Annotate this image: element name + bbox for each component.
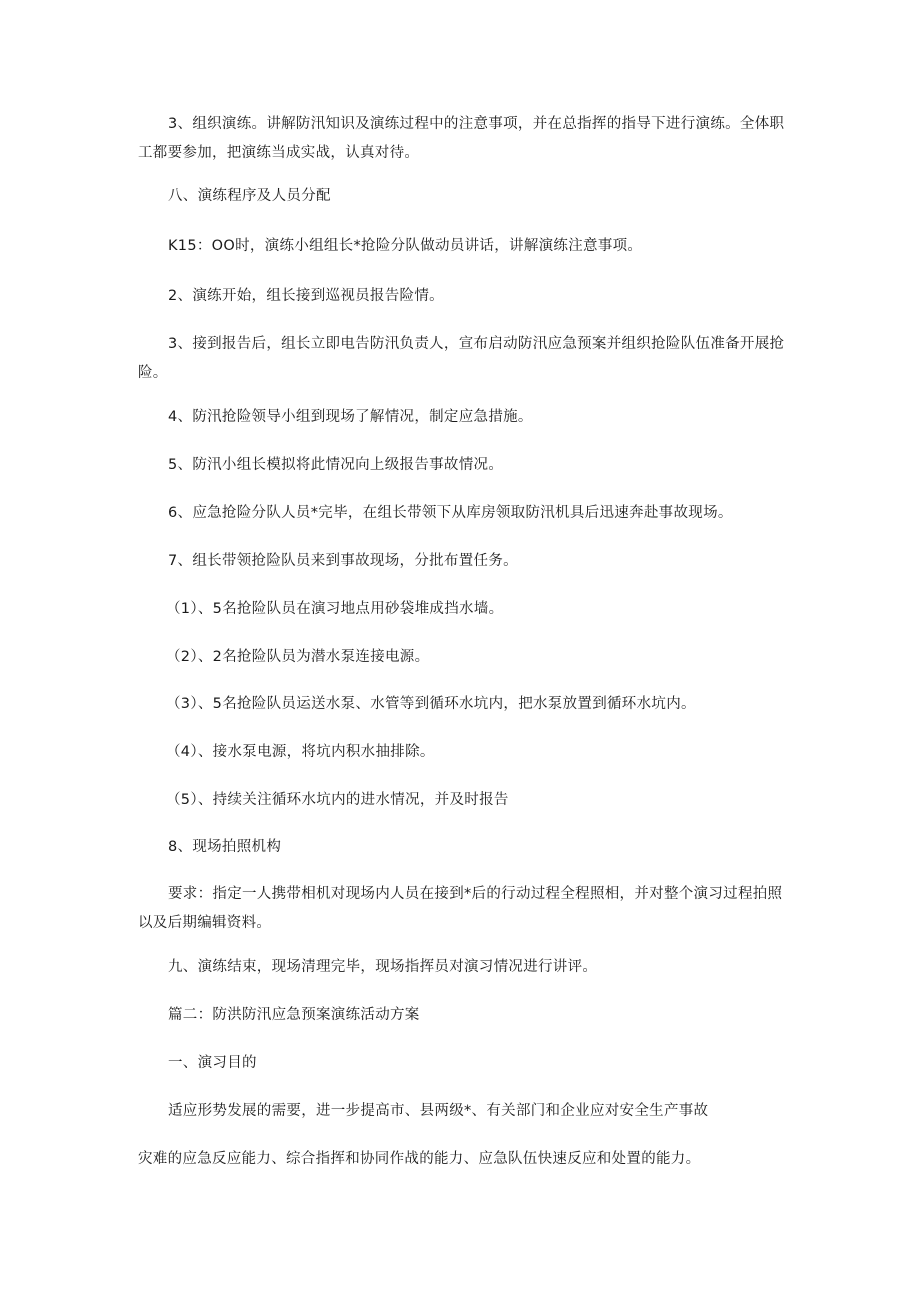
paragraph-sub-3: （3）、5名抢险队员运送水泵、水管等到循环水坑内，把水泵放置到循环水坑内。: [166, 696, 696, 712]
paragraph-sub-1: （1）、5名抢险队员在演习地点用砂袋堆成挡水墙。: [166, 601, 504, 617]
paragraph-purpose-line-1: 适应形势发展的需要，进一步提高市、县两级*、有关部门和企业应对安全生产事故: [168, 1103, 709, 1119]
heading-drill-end: 九、演练结束，现场清理完毕，现场指挥员对演习情况进行讲评。: [168, 959, 598, 975]
paragraph-step-8: 8、现场拍照机构: [168, 839, 282, 855]
heading-part-two: 篇二：防洪防汛应急预案演练活动方案: [168, 1007, 420, 1023]
paragraph-sub-4: （4）、接水泵电源，将坑内积水抽排除。: [166, 744, 435, 760]
paragraph-sub-5: （5）、持续关注循环水坑内的进水情况，并及时报告: [166, 792, 509, 808]
paragraph-step-6: 6、应急抢险分队人员*完毕，在组长带领下从库房领取防汛机具后迅速奔赴事故现场。: [168, 505, 733, 521]
paragraph-step-2: 2、演练开始，组长接到巡视员报告险情。: [168, 288, 444, 304]
heading-drill-purpose: 一、演习目的: [168, 1055, 257, 1071]
paragraph-purpose-line-2: 灾难的应急反应能力、综合指挥和协同作战的能力、应急队伍快速反应和处置的能力。: [138, 1151, 701, 1167]
paragraph-requirement: 要求：指定一人携带相机对现场内人员在接到*后的行动过程全程照相，并对整个演习过程拍照以及后期编辑资料。: [138, 886, 783, 931]
paragraph-step-5: 5、防汛小组长模拟将此情况向上级报告事故情况。: [168, 457, 504, 473]
paragraph-step-4: 4、防汛抢险领导小组到现场了解情况，制定应急措施。: [168, 409, 533, 425]
paragraph-drill-organize: 3、组织演练。讲解防汛知识及演练过程中的注意事项，并在总指挥的指导下进行演练。全体职工都要参加，把演练当成实战，认真对待。: [138, 116, 785, 161]
heading-drill-procedure: 八、演练程序及人员分配: [168, 188, 331, 204]
paragraph-k15: K15：OO时，演练小组组长*抢险分队做动员讲话，讲解演练注意事项。: [168, 238, 643, 254]
paragraph-step-7: 7、组长带领抢险队员来到事故现场，分批布置任务。: [168, 553, 518, 569]
paragraph-step-3: 3、接到报告后，组长立即电告防汛负责人，宣布启动防汛应急预案并组织抢险队伍准备开展抢险。: [138, 336, 785, 381]
paragraph-sub-2: （2）、2名抢险队员为潜水泵连接电源。: [166, 649, 430, 665]
